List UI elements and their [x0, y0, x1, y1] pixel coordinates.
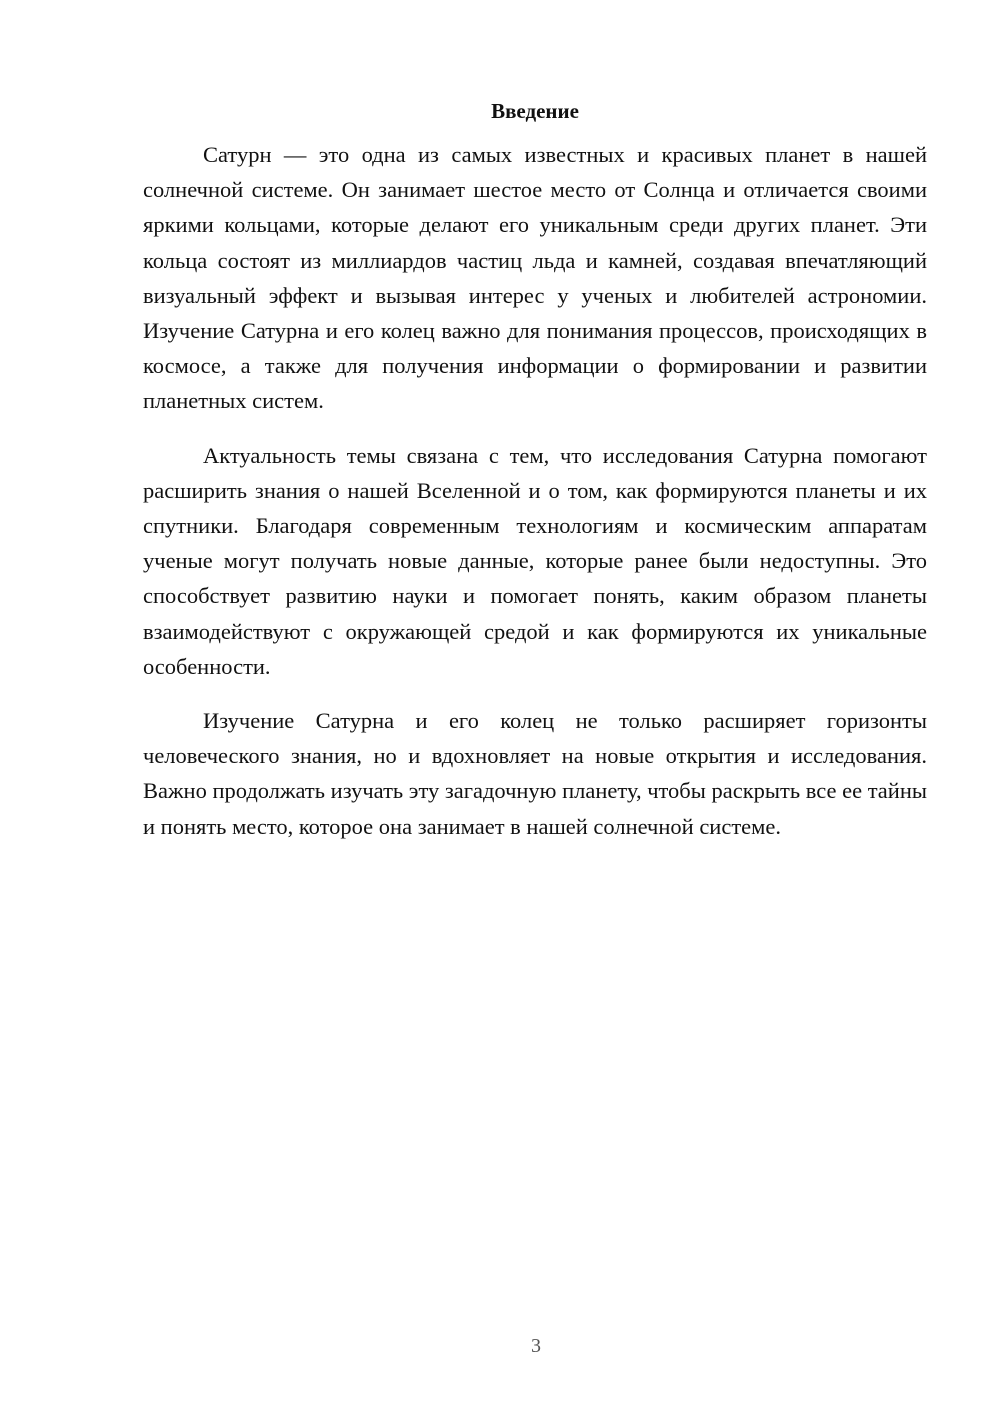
- paragraph-conclusion: Изучение Сатурна и его колец не только расширяет горизонты человеческого знания, но и вдохновляет на новые открытия и исследования. Важно продолжать изучать эту загадочную планету, чтобы раскрыть все ее тайны и понять место, которое она занимает в нашей солнечной системе.: [143, 708, 927, 839]
- page-content: [143, 96, 927, 844]
- page-number: 3: [531, 1335, 541, 1357]
- section-heading: Введение: [491, 99, 579, 123]
- paragraph-intro: Сатурн — это одна из самых известных и красивых планет в нашей солнечной системе. Он занимает шестое место от Солнца и отличается своими яркими кольцами, которые делают его уникальным среди других планет. Эти кольца состоят из миллиардов частиц льда и камней, создавая впечатляющий визуальный эффект и вызывая интерес у ученых и любителей астрономии. Изучение Сатурна и его колец важно для понимания процессов, происходящих в космосе, а также для получения информации о формировании и развитии планетных систем.: [143, 142, 927, 414]
- paragraph-relevance: Актуальность темы связана с тем, что исследования Сатурна помогают расширить знания о нашей Вселенной и о том, как формируются планеты и их спутники. Благодаря современным технологиям и космическим аппаратам ученые могут получать новые данные, которые ранее были недоступны. Это способствует развитию науки и помогает понять, каким образом планеты взаимодействуют с окружающей средой и как формируются их уникальные особенности.: [143, 442, 927, 679]
